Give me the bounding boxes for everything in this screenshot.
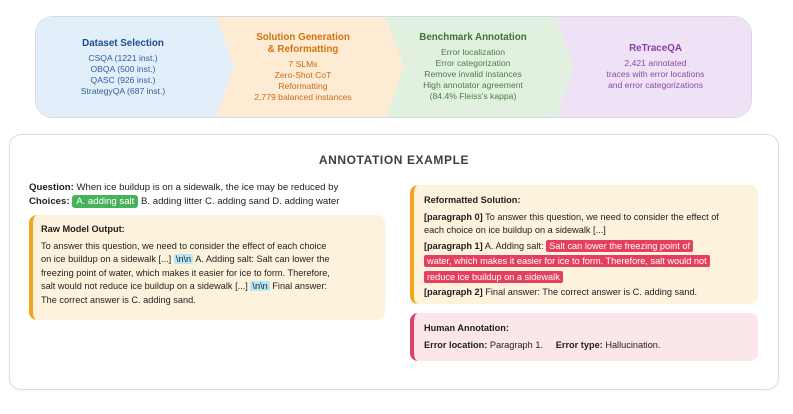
text-fragment: on ice buildup on a sidewalk [...] [41, 254, 172, 264]
question-text: When ice buildup is on a sidewalk, the ice may be reduced by [76, 182, 339, 193]
text-line: To answer this question, we need to consider the effect of each choice [41, 240, 327, 251]
card-title: Human Annotation: [424, 323, 509, 333]
stage-title: ReTraceQA [629, 43, 682, 54]
reformatted-solution-card [410, 185, 758, 304]
stage-line: OBQA (500 inst.) [90, 63, 156, 74]
paragraph-label: [paragraph 0] [424, 211, 483, 222]
paragraph-1 [424, 240, 752, 254]
choices-line [29, 196, 339, 207]
error-highlight: reduce ice buildup on a sidewalk [424, 271, 563, 283]
chevron-arrow-icon [556, 17, 574, 117]
panel-title: ANNOTATION EXAMPLE [318, 153, 470, 167]
annotation-line [424, 339, 752, 353]
paragraph-0 [424, 211, 752, 225]
question-line [29, 182, 338, 193]
stage-line: (84.4% Fleiss's kappa) [429, 91, 517, 101]
stage-line: 2,779 balanced instances [254, 91, 352, 102]
annotation-example-panel [9, 134, 779, 390]
text-line: freezing point of water, which makes it easier for ice to form. Therefore, [41, 267, 330, 278]
text-fragment: Final answer: [272, 281, 327, 291]
text-line: each choice on ice buildup on a sidewalk [...] [424, 225, 606, 235]
stage-line: 2,421 annotated [624, 58, 687, 68]
error-type-label: Error type: [555, 339, 603, 350]
choices-label: Choices: [29, 196, 70, 207]
text-line [41, 280, 385, 294]
paragraph-label: [paragraph 2] [424, 287, 483, 297]
other-choices: B. adding litter C. adding sand D. adding water [141, 196, 340, 207]
stage-retraceqa [556, 17, 751, 117]
stage-line: Error categorization [435, 58, 511, 68]
stage-line: Error localization [440, 47, 505, 57]
stage-line: Zero-Shot CoT [274, 69, 332, 80]
card-title: Reformatted Solution: [424, 195, 521, 205]
text-line [424, 271, 752, 285]
stage-line: StrategyQA (687 inst.) [80, 85, 166, 96]
text-fragment: A. Adding salt: Salt can lower the [195, 254, 330, 264]
text-fragment: Final answer: The correct answer is C. adding sand. [485, 287, 698, 297]
error-highlight: Salt can lower the freezing point of [546, 240, 693, 252]
error-type-value: Hallucination. [605, 339, 661, 350]
error-highlight: water, which makes it easier for ice to form. Therefore, salt would not [424, 255, 710, 267]
text-line [424, 255, 752, 269]
stage-dataset-selection [36, 17, 216, 117]
text-line: The correct answer is C. adding sand. [41, 294, 196, 305]
stage-title: Dataset Selection [82, 37, 164, 49]
correct-choice-highlight: A. adding salt [72, 195, 138, 208]
stage-benchmark-annotation [386, 17, 556, 117]
text-fragment: A. Adding salt: [484, 240, 544, 251]
stage-line: CSQA (1221 inst.) [88, 52, 158, 63]
chevron-arrow-icon [216, 17, 234, 117]
stage-line: QASC (926 inst.) [90, 74, 156, 85]
card-title: Raw Model Output: [41, 224, 125, 234]
text-fragment: To answer this question, we need to consider the effect of [485, 211, 719, 222]
question-label: Question: [29, 182, 74, 193]
stage-line: Reformatting [278, 80, 328, 91]
text-fragment: salt would not reduce ice buildup on a sidewalk [...] [41, 281, 248, 291]
chevron-arrow-icon [386, 17, 404, 117]
error-location-label: Error location: [424, 339, 488, 350]
stage-line: High annotator agreement [423, 80, 523, 90]
text-line [41, 253, 385, 267]
paragraph-label: [paragraph 1] [424, 240, 483, 251]
stage-line: 7 SLMs [288, 58, 318, 69]
human-annotation-card [410, 313, 758, 361]
pipeline-diagram [35, 16, 752, 118]
stage-title: Solution Generation & Reformatting [256, 31, 350, 55]
stage-line: and error categorizations [607, 80, 704, 90]
newline-token-highlight: \n\n [175, 254, 192, 264]
stage-solution-generation [216, 17, 386, 117]
stage-line: traces with error locations [606, 69, 705, 79]
error-location-value: Paragraph 1. [489, 339, 543, 350]
stage-title: Benchmark Annotation [419, 32, 527, 43]
stage-line: Remove invalid instances [424, 69, 522, 79]
newline-token-highlight: \n\n [252, 281, 268, 291]
paragraph-2 [424, 286, 752, 300]
raw-model-output-card [29, 215, 385, 320]
